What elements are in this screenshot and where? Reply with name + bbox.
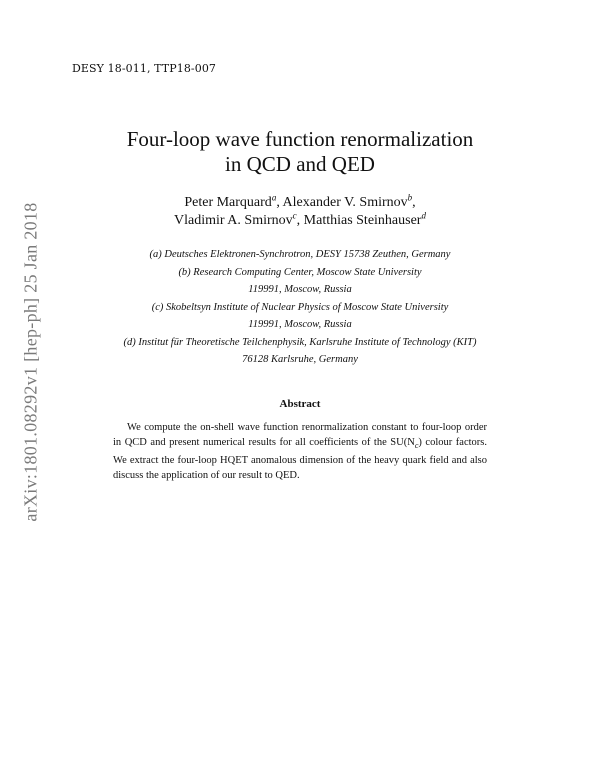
title-line-2: in QCD and QED (225, 152, 375, 176)
report-number: DESY 18-011, TTP18-007 (72, 62, 217, 75)
affiliation-line: (d) Institut für Theoretische Teilchenphysik, Karlsruhe Institute of Technology (KIT) (123, 336, 477, 348)
title-line-1: Four-loop wave function renormalization (126, 127, 474, 151)
affiliation-line: (c) Skobeltsyn Institute of Nuclear Physics of Moscow State University (151, 301, 449, 313)
math-su-nc: $SU(N_c)$ (390, 437, 422, 451)
arxiv-stamp: arXiv:1801.08292v1 [hep-ph] 25 Jan 2018 (20, 202, 41, 522)
affiliation-line: 119991, Moscow, Russia (248, 319, 352, 330)
author: Alexander V. Smirnov$^b$ (282, 192, 413, 210)
affiliation-mark: a (271, 192, 277, 203)
paper-title (60, 127, 540, 177)
affiliation-line: 76128 Karlsruhe, Germany (242, 354, 358, 365)
affiliation-line: 119991, Moscow, Russia (248, 284, 352, 295)
author: Peter Marquard$^a$ (184, 192, 277, 210)
affiliation-mark: d (421, 210, 426, 221)
affiliation-line: (b) Research Computing Center, Moscow State University (178, 266, 422, 278)
affiliation-mark: c (292, 210, 297, 221)
author: Vladimir A. Smirnov$^c$ (174, 210, 297, 228)
abstract-body: We compute the on-shell wave function renormalization constant to four-loop order in QCD and present numerical results for all coefficients of the $SU(N_c)$ colour factors. We extract the four-loop HQET anomalous dimension of the heavy quark field and also discuss the application of our result to QED. (113, 422, 487, 482)
author: Matthias Steinhauser$^d$ (303, 210, 426, 228)
affiliation-list (60, 246, 540, 369)
abstract-heading: Abstract (279, 398, 321, 410)
affiliation-line: (a) Deutsches Elektronen-Synchrotron, DESY 15738 Zeuthen, Germany (149, 249, 451, 260)
author-list: Peter Marquard$^a$, Alexander V. Smirnov$^b$, Vladimir A. Smirnov$^c$, Matthias Steinhauser$^d$ (174, 192, 426, 228)
affiliation-mark: b (407, 192, 413, 203)
